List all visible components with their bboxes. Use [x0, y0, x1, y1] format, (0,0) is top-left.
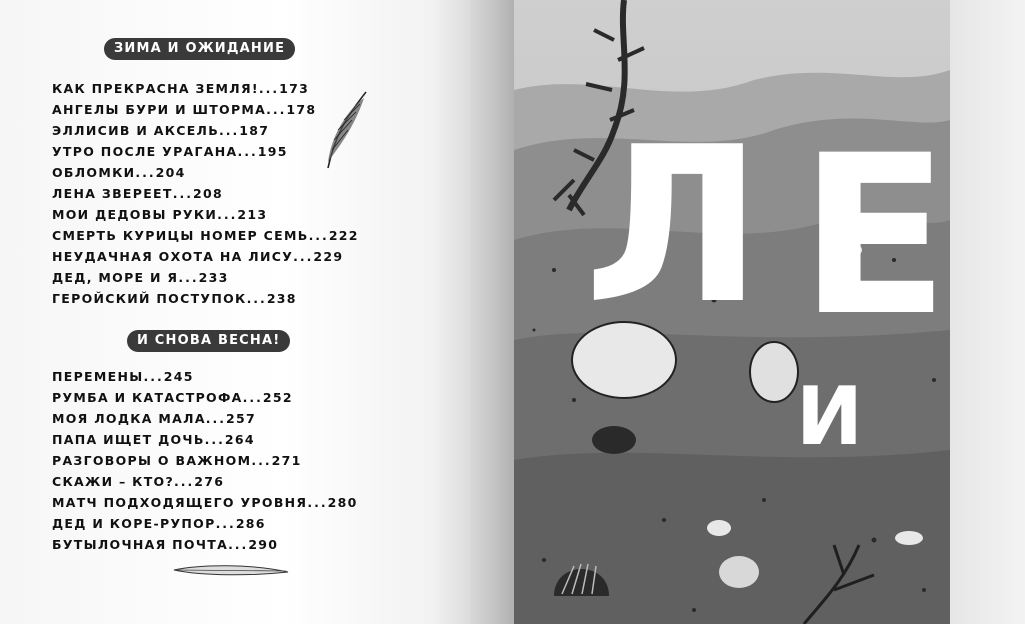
- toc-entry[interactable]: НЕУДАЧНАЯ ОХОТА НА ЛИСУ...229: [52, 249, 344, 264]
- toc-entry[interactable]: КАК ПРЕКРАСНА ЗЕМЛЯ!...173: [52, 81, 310, 96]
- right-background: [950, 0, 1025, 624]
- section-heading-winter: ЗИМА И ОЖИДАНИЕ: [104, 38, 295, 60]
- stone-icon: [707, 520, 731, 536]
- letter-l: Л: [584, 100, 763, 351]
- stone-icon: [750, 342, 798, 402]
- letter-i: И: [796, 370, 863, 463]
- left-page-toc: [0, 0, 470, 624]
- toc-entry[interactable]: УТРО ПОСЛЕ УРАГАНА...195: [52, 144, 288, 159]
- toc-list-spring: [52, 366, 358, 555]
- stone-icon: [719, 556, 759, 588]
- toc-entry[interactable]: ОБЛОМКИ...204: [52, 165, 186, 180]
- toc-entry[interactable]: ПАПА ИЩЕТ ДОЧЬ...264: [52, 432, 255, 447]
- toc-entry[interactable]: РУМБА И КАТАСТРОФА...252: [52, 390, 293, 405]
- toc-entry[interactable]: ДЕД, МОРЕ И Я...233: [52, 270, 229, 285]
- toc-entry[interactable]: ДЕД И КОРЕ-РУПОР...286: [52, 516, 266, 531]
- toc-entry[interactable]: МАТЧ ПОДХОДЯЩЕГО УРОВНЯ...280: [52, 495, 358, 510]
- toc-entry[interactable]: СМЕРТЬ КУРИЦЫ НОМЕР СЕМЬ...222: [52, 228, 359, 243]
- toc-entry[interactable]: ГЕРОЙСКИЙ ПОСТУПОК...238: [52, 291, 297, 306]
- toc-entry[interactable]: АНГЕЛЫ БУРИ И ШТОРМА...178: [52, 102, 317, 117]
- feather-icon: [322, 90, 372, 174]
- right-page-illustration: [514, 0, 950, 624]
- stone-icon: [895, 531, 923, 545]
- toc-entry[interactable]: МОЯ ЛОДКА МАЛА...257: [52, 411, 257, 426]
- toc-entry[interactable]: ЭЛЛИСИВ И АКСЕЛЬ...187: [52, 123, 270, 138]
- toc-entry[interactable]: РАЗГОВОРЫ О ВАЖНОМ...271: [52, 453, 302, 468]
- toc-entry[interactable]: СКАЖИ – КТО?...276: [52, 474, 225, 489]
- letter-e: Е: [799, 108, 950, 364]
- book-gutter: [470, 0, 514, 624]
- toc-list-winter: [52, 78, 359, 309]
- section-heading-spring: И СНОВА ВЕСНА!: [127, 330, 290, 352]
- illustration-seashore: [514, 0, 950, 624]
- quill-stroke-icon: [172, 560, 290, 580]
- toc-entry[interactable]: ПЕРЕМЕНЫ...245: [52, 369, 194, 384]
- stone-icon: [592, 426, 636, 454]
- toc-entry[interactable]: БУТЫЛОЧНАЯ ПОЧТА...290: [52, 537, 279, 552]
- toc-entry[interactable]: МОИ ДЕДОВЫ РУКИ...213: [52, 207, 268, 222]
- toc-entry[interactable]: ЛЕНА ЗВЕРЕЕТ...208: [52, 186, 223, 201]
